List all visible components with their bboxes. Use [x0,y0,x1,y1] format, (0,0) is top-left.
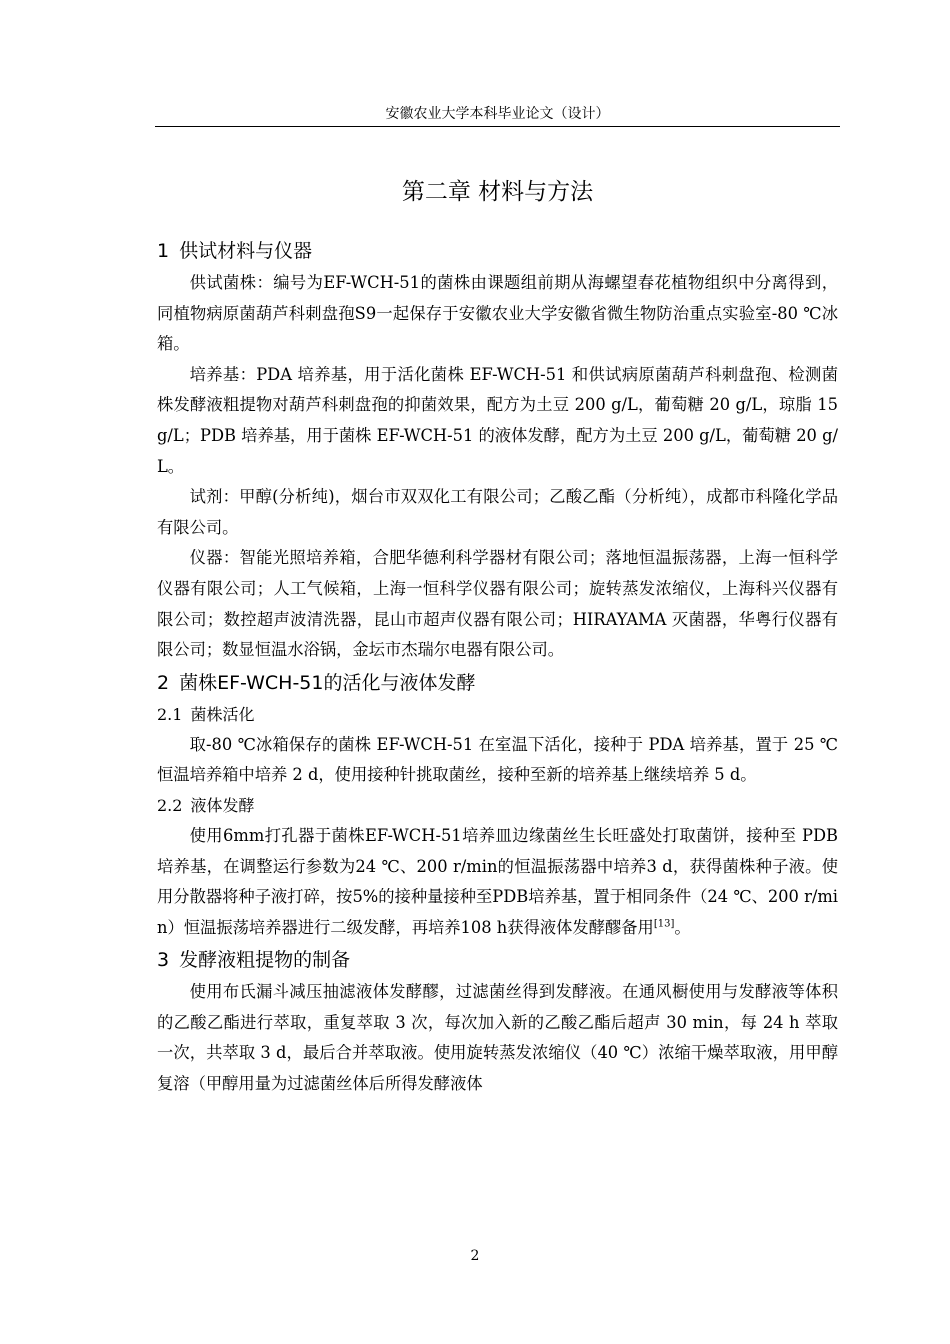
paragraph-liquid-fermentation [157,821,838,943]
citation-ref: [13] [653,918,675,930]
subsection-title: 菌株活化 [190,704,255,724]
section-heading-2 [157,666,838,700]
subsection-title: 液体发酵 [190,795,255,815]
paragraph-test-strain: 供试菌株：编号为EF-WCH-51的菌株由课题组前期从海螺望春花植物组织中分离得到，同植物病原菌葫芦科刺盘孢S9一起保存于安徽农业大学安徽省微生物防治重点实验室-80 ℃冰箱。 [157,273,838,354]
paragraph-end: 。 [674,917,691,937]
page-number: 2 [470,1248,480,1264]
header-rule [155,126,840,127]
paragraph-culture-medium: 培养基：PDA 培养基，用于活化菌株 EF-WCH-51 和供试病原菌葫芦科刺盘孢、检测菌株发酵液粗提物对葫芦科刺盘孢的抑菌效果，配方为土豆 200 g/L，葡萄糖 20 g/L，琼脂 15 g/L；PDB 培养基，用于菌株 EF-WCH-51 的液体发酵，配方为土豆 200 g/L，葡萄糖 20 g/L。 [157,364,838,476]
section-heading-1 [157,234,838,268]
section-number: 2 [157,671,170,694]
section-title: 供试材料与仪器 [179,240,313,262]
section-number: 3 [157,949,170,972]
section-title: 发酵液粗提物的制备 [179,949,351,972]
subsection-heading-2-1 [157,700,838,730]
chapter-title: 第二章 材料与方法 [401,179,594,205]
paragraph-crude-extract: 使用布氏漏斗减压抽滤液体发酵醪，过滤菌丝得到发酵液。在通风橱使用与发酵液等体积的乙酸乙酯进行萃取，重复萃取 3 次，每次加入新的乙酸乙酯后超声 30 min，每 24 h 萃取一次，共萃取 3 d，最后合并萃取液。使用旋转蒸发浓缩仪（40 ℃）浓缩干燥萃取液，用甲醇复溶（甲醇用量为过滤菌丝体后所得发酵液体 [157,982,838,1094]
section-number: 1 [157,240,170,262]
section-heading-3 [157,943,838,977]
paragraph-instruments: 仪器：智能光照培养箱，合肥华德利科学器材有限公司；落地恒温振荡器，上海一恒科学仪器有限公司；人工气候箱，上海一恒科学仪器有限公司；旋转蒸发浓缩仪，上海科兴仪器有限公司；数控超声波清洗器，昆山市超声仪器有限公司；HIRAYAMA 灭菌器，华粤行仪器有限公司；数显恒温水浴锅，金坛市杰瑞尔电器有限公司。 [157,548,838,660]
subsection-number: 2.2 [157,795,183,815]
paragraph-reagents: 试剂：甲醇(分析纯)，烟台市双双化工有限公司；乙酸乙酯（分析纯），成都市科隆化学品有限公司。 [157,487,838,537]
section-title: 菌株EF-WCH-51的活化与液体发酵 [179,671,476,694]
paragraph-strain-activation: 取-80 ℃冰箱保存的菌株 EF-WCH-51 在室温下活化，接种于 PDA 培养基，置于 25 ℃恒温培养箱中培养 2 d，使用接种针挑取菌丝，接种至新的培养基上继续培养 5 d。 [157,734,838,785]
subsection-number: 2.1 [157,704,183,724]
running-header: 安徽农业大学本科毕业论文（设计） [385,106,610,122]
page-body [157,172,838,1100]
subsection-heading-2-2 [157,791,838,821]
paragraph-text: 使用6mm打孔器于菌株EF-WCH-51培养皿边缘菌丝生长旺盛处打取菌饼，接种至 PDB 培养基，在调整运行参数为24 ℃、200 r/min的恒温振荡器中培养3 d，获得菌株种子液。使用分散器将种子液打碎，按5%的接种量接种至PDB培养基，置于相同条件（24 ℃、200 r/min）恒温振荡培养器进行二级发酵，再培养108 h获得液体发酵醪备用 [157,825,838,937]
